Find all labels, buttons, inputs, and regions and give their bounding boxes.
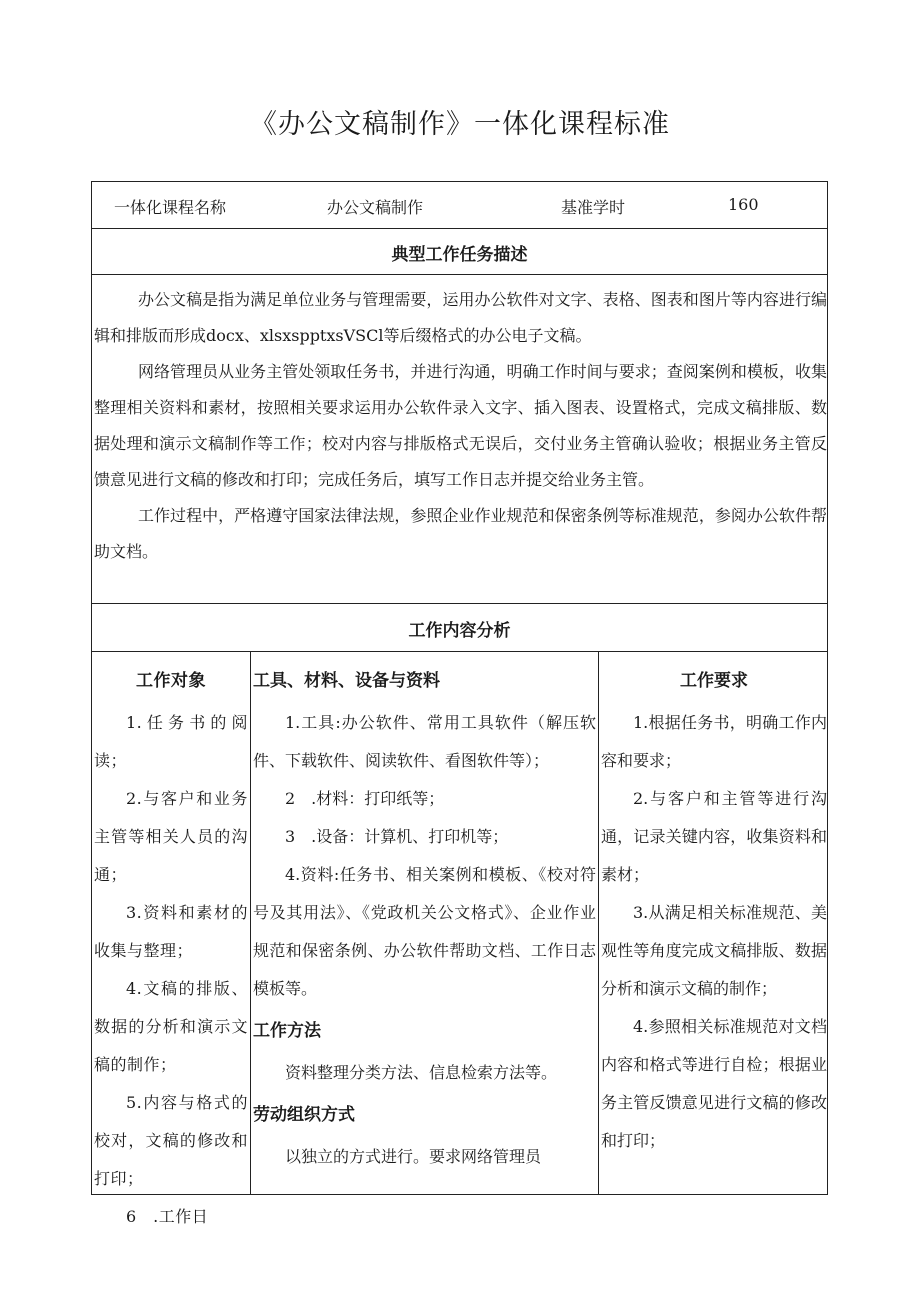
task-paragraph-2: 网络管理员从业务主管处领取任务书，并进行沟通，明确工作时间与要求；查阅案例和模板，收集整理相关资料和素材，按照相关要求运用办公软件录入文字、插入图表、设置格式，完成文稿排版、数据处理和演示文稿制作等工作；校对内容与排版格式无误后，交付业务主管确认验收；根据业务主管反馈意见进行文稿的修改和打印；完成任务后，填写工作日志并提交给业务主管。	[94, 362, 827, 489]
work-object-item: 6 .工作日	[126, 1207, 209, 1226]
tools-item: 1.工具:办公软件、常用工具软件（解压软件、下载软件、阅读软件、看图软件等）；	[253, 713, 596, 770]
column-divider	[598, 651, 599, 1194]
work-objects-column	[94, 658, 248, 1236]
requirements-heading: 工作要求	[680, 671, 748, 691]
work-objects-heading: 工作对象	[136, 671, 206, 691]
tools-item: 3 .设备：计算机、打印机等；	[285, 827, 509, 846]
work-object-item: 3.资料和素材的收集与整理；	[94, 903, 248, 960]
labor-organization-heading: 劳动组织方式	[253, 1105, 355, 1125]
labor-organization-text: 以独立的方式进行。要求网络管理员	[285, 1147, 542, 1166]
requirement-item: 4.参照相关标准规范对文档内容和格式等进行自检；根据业务主管反馈意见进行文稿的修改和打印；	[601, 1017, 827, 1150]
requirement-item: 2.与客户和主管等进行沟通，记录关键内容，收集资料和素材；	[601, 789, 827, 884]
course-name-label: 一体化课程名称	[114, 198, 227, 217]
work-object-item: 5.内容与格式的校对，文稿的修改和打印；	[94, 1093, 248, 1188]
tools-item: 4.资料:任务书、相关案例和模板、《校对符号及其用法》、《党政机关公文格式》、企业作业规范和保密条例、办公软件帮助文档、工作日志模板等。	[253, 865, 596, 998]
row-divider	[92, 274, 827, 275]
task-description-heading: 典型工作任务描述	[391, 245, 528, 265]
task-paragraph-1: 办公文稿是指为满足单位业务与管理需要，运用办公软件对文字、表格、图表和图片等内容进行编辑和排版而形成docx、xlsxspptxsVSCl等后缀格式的办公电子文稿。	[94, 290, 827, 345]
requirements-column	[601, 658, 827, 1160]
task-paragraph-3: 工作过程中，严格遵守国家法律法规，参照企业作业规范和保密条例等标准规范，参阅办公软件帮助文档。	[94, 506, 827, 561]
work-object-item: 4.文稿的排版、数据的分析和演示文稿的制作；	[94, 979, 248, 1074]
requirement-item: 3.从满足相关标准规范、美观性等角度完成文稿排版、数据分析和演示文稿的制作；	[601, 903, 827, 998]
page-title: 《办公文稿制作》一体化课程标准	[250, 109, 670, 140]
work-methods-text: 资料整理分类方法、信息检索方法等。	[285, 1063, 558, 1082]
course-standard-table	[91, 181, 828, 1226]
course-name-value: 办公文稿制作	[327, 198, 424, 217]
work-object-item: 1.任务书的阅读；	[94, 713, 248, 770]
hours-value: 160	[728, 195, 759, 214]
row-divider	[92, 651, 827, 652]
work-methods-heading: 工作方法	[253, 1021, 321, 1041]
analysis-heading: 工作内容分析	[408, 621, 511, 641]
column-divider	[250, 651, 251, 1194]
hours-label: 基准学时	[561, 198, 626, 217]
tools-item: 2 .材料：打印纸等；	[285, 789, 445, 808]
tools-heading: 工具、材料、设备与资料	[253, 671, 440, 691]
row-divider	[92, 603, 827, 604]
tools-column	[253, 658, 596, 1176]
requirement-item: 1.根据任务书，明确工作内容和要求；	[601, 713, 827, 770]
work-object-item: 2.与客户和业务主管等相关人员的沟通；	[94, 789, 248, 884]
row-divider	[92, 228, 827, 229]
